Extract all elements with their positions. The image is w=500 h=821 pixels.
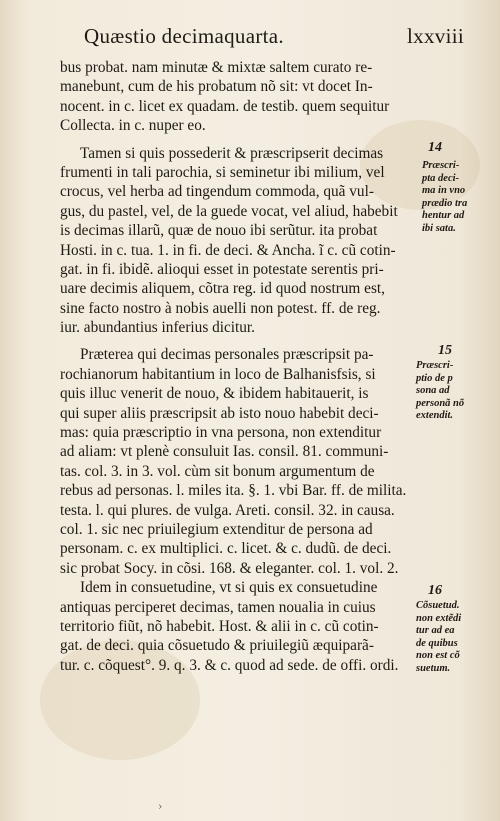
marginal-note-line: hentur ad — [422, 210, 465, 221]
text-line: Hosti. in c. tua. 1. in fi. de deci. & Ancha. ĩ c. cũ cotin- — [60, 241, 396, 259]
marginal-note-line: ibi sata. — [422, 222, 456, 234]
text-line: sine facto nostro à nobis auelli non potest. ff. de reg. — [60, 299, 381, 317]
paragraph-gap — [60, 337, 410, 345]
marginal-note-line: non extẽdi — [416, 612, 462, 624]
text-line: Præterea qui decimas personales præscripsit pa- — [80, 346, 374, 364]
paragraph-gap — [60, 136, 410, 144]
marginal-note-line: ma in vno — [422, 185, 466, 196]
text-line: frumenti in tali parochia, si seminetur ibi milium, vel — [60, 163, 385, 181]
text-line: rebus ad personas. l. miles ita. §. 1. vbi Bar. ff. de milita. — [60, 482, 407, 500]
text-line: gat. de deci. quia cõsuetudo & priuilegiũ æquiparã- — [60, 637, 374, 655]
text-line: mas: quia præscriptio in vna persona, non extenditur — [60, 424, 382, 442]
marginal-note-line: de quibus — [416, 637, 458, 649]
marginal-note-line: sona ad — [416, 385, 450, 396]
marginal-note-line: tur ad ea — [416, 625, 455, 636]
marginal-note-line: non est cõ — [416, 650, 460, 661]
text-line: manebunt, cum de his probatum nõ sit: vt docet In- — [60, 78, 373, 96]
text-line: quis illuc venerit de nouo, & ibidem habitauerit, is — [60, 385, 369, 403]
chapter-title: Quæstio decimaquarta. — [84, 24, 284, 48]
text-line: ad aliam: vt plenè consuluit Ias. consil. 81. communi- — [60, 443, 389, 461]
marginal-note-line: pta deci- — [422, 172, 460, 184]
text-line: uare decimis aliquem, cõtra reg. id quod nostrum est, — [60, 280, 385, 298]
text-line: sic probat Socy. in cõsi. 168. & eleganter. col. 1. vol. 2. — [60, 559, 399, 577]
text-line: crocus, vel herba ad tingendum commoda, quã vul- — [60, 183, 374, 201]
folio-number: lxxviii — [407, 24, 464, 48]
text-line: personam. c. ex multiplici. c. licet. & c. dudũ. de deci. — [60, 540, 392, 558]
text-line: nocent. in c. licet ex quadam. de testib. quem sequitur — [60, 97, 390, 115]
text-line: Tamen si quis possederit & præscripserit decimas — [80, 144, 384, 162]
marginal-note-line: Præscri- — [422, 160, 460, 171]
marginal-note-line: personã nõ — [416, 397, 465, 409]
marginal-note — [422, 160, 467, 235]
text-line: Idem in consuetudine, vt si quis ex consuetudine — [80, 579, 378, 597]
text-line: territorio fiũt, nõ habebit. Host. & alii in c. cũ cotin- — [60, 617, 379, 635]
ink-mark: › — [158, 800, 163, 813]
text-line: gat. in fi. ibidẽ. alioqui esset in potestate serentis pri- — [60, 260, 384, 278]
running-header — [84, 24, 464, 49]
marginal-note — [416, 600, 461, 675]
text-line: testa. l. qui plures. de vulga. Areti. consil. 32. in causa. — [60, 501, 395, 519]
section-number: 15 — [438, 343, 452, 358]
marginal-note — [416, 360, 464, 423]
text-line: gus, du pastel, vel, de la guede vocat, vel aliud, habebit — [60, 202, 398, 220]
marginal-note-line: ptio de p — [416, 372, 453, 384]
text-line: rochianorum habitantium in loco de Balhanisfsis, si — [60, 365, 376, 383]
section-number: 16 — [428, 583, 442, 598]
text-line: iur. abundantius inferius dicitur. — [60, 319, 256, 337]
marginal-note-line: suetum. — [416, 662, 451, 674]
marginal-note-line: Præscri- — [416, 360, 454, 371]
section-number: 14 — [428, 140, 442, 155]
main-text-column — [60, 58, 410, 675]
text-line: bus probat. nam minutæ & mixtæ saltem curato re- — [60, 59, 373, 76]
marginal-note-line: prædio tra — [422, 197, 468, 209]
text-line: col. 1. sic nec priuilegium extenditur de persona ad — [60, 520, 373, 538]
text-line: tas. col. 3. in 3. vol. cùm sit bonum argumentum de — [60, 462, 375, 480]
text-line: tur. c. cõquest°. 9. q. 3. & c. quod ad sede. de offi. ordi. — [60, 656, 399, 674]
text-line: Collecta. in c. nuper eo. — [60, 117, 206, 135]
marginal-note-line: Cõsuetud. — [416, 600, 460, 611]
marginal-note-line: extendit. — [416, 410, 454, 421]
text-line: qui super aliis præscripsit ab isto nouo habebit deci- — [60, 404, 379, 422]
text-line: is decimas illarũ, quæ de nouo ibi serũtur. ita probat — [60, 222, 378, 240]
text-line: antiquas perciperet decimas, tamen noualia in cuius — [60, 598, 376, 616]
